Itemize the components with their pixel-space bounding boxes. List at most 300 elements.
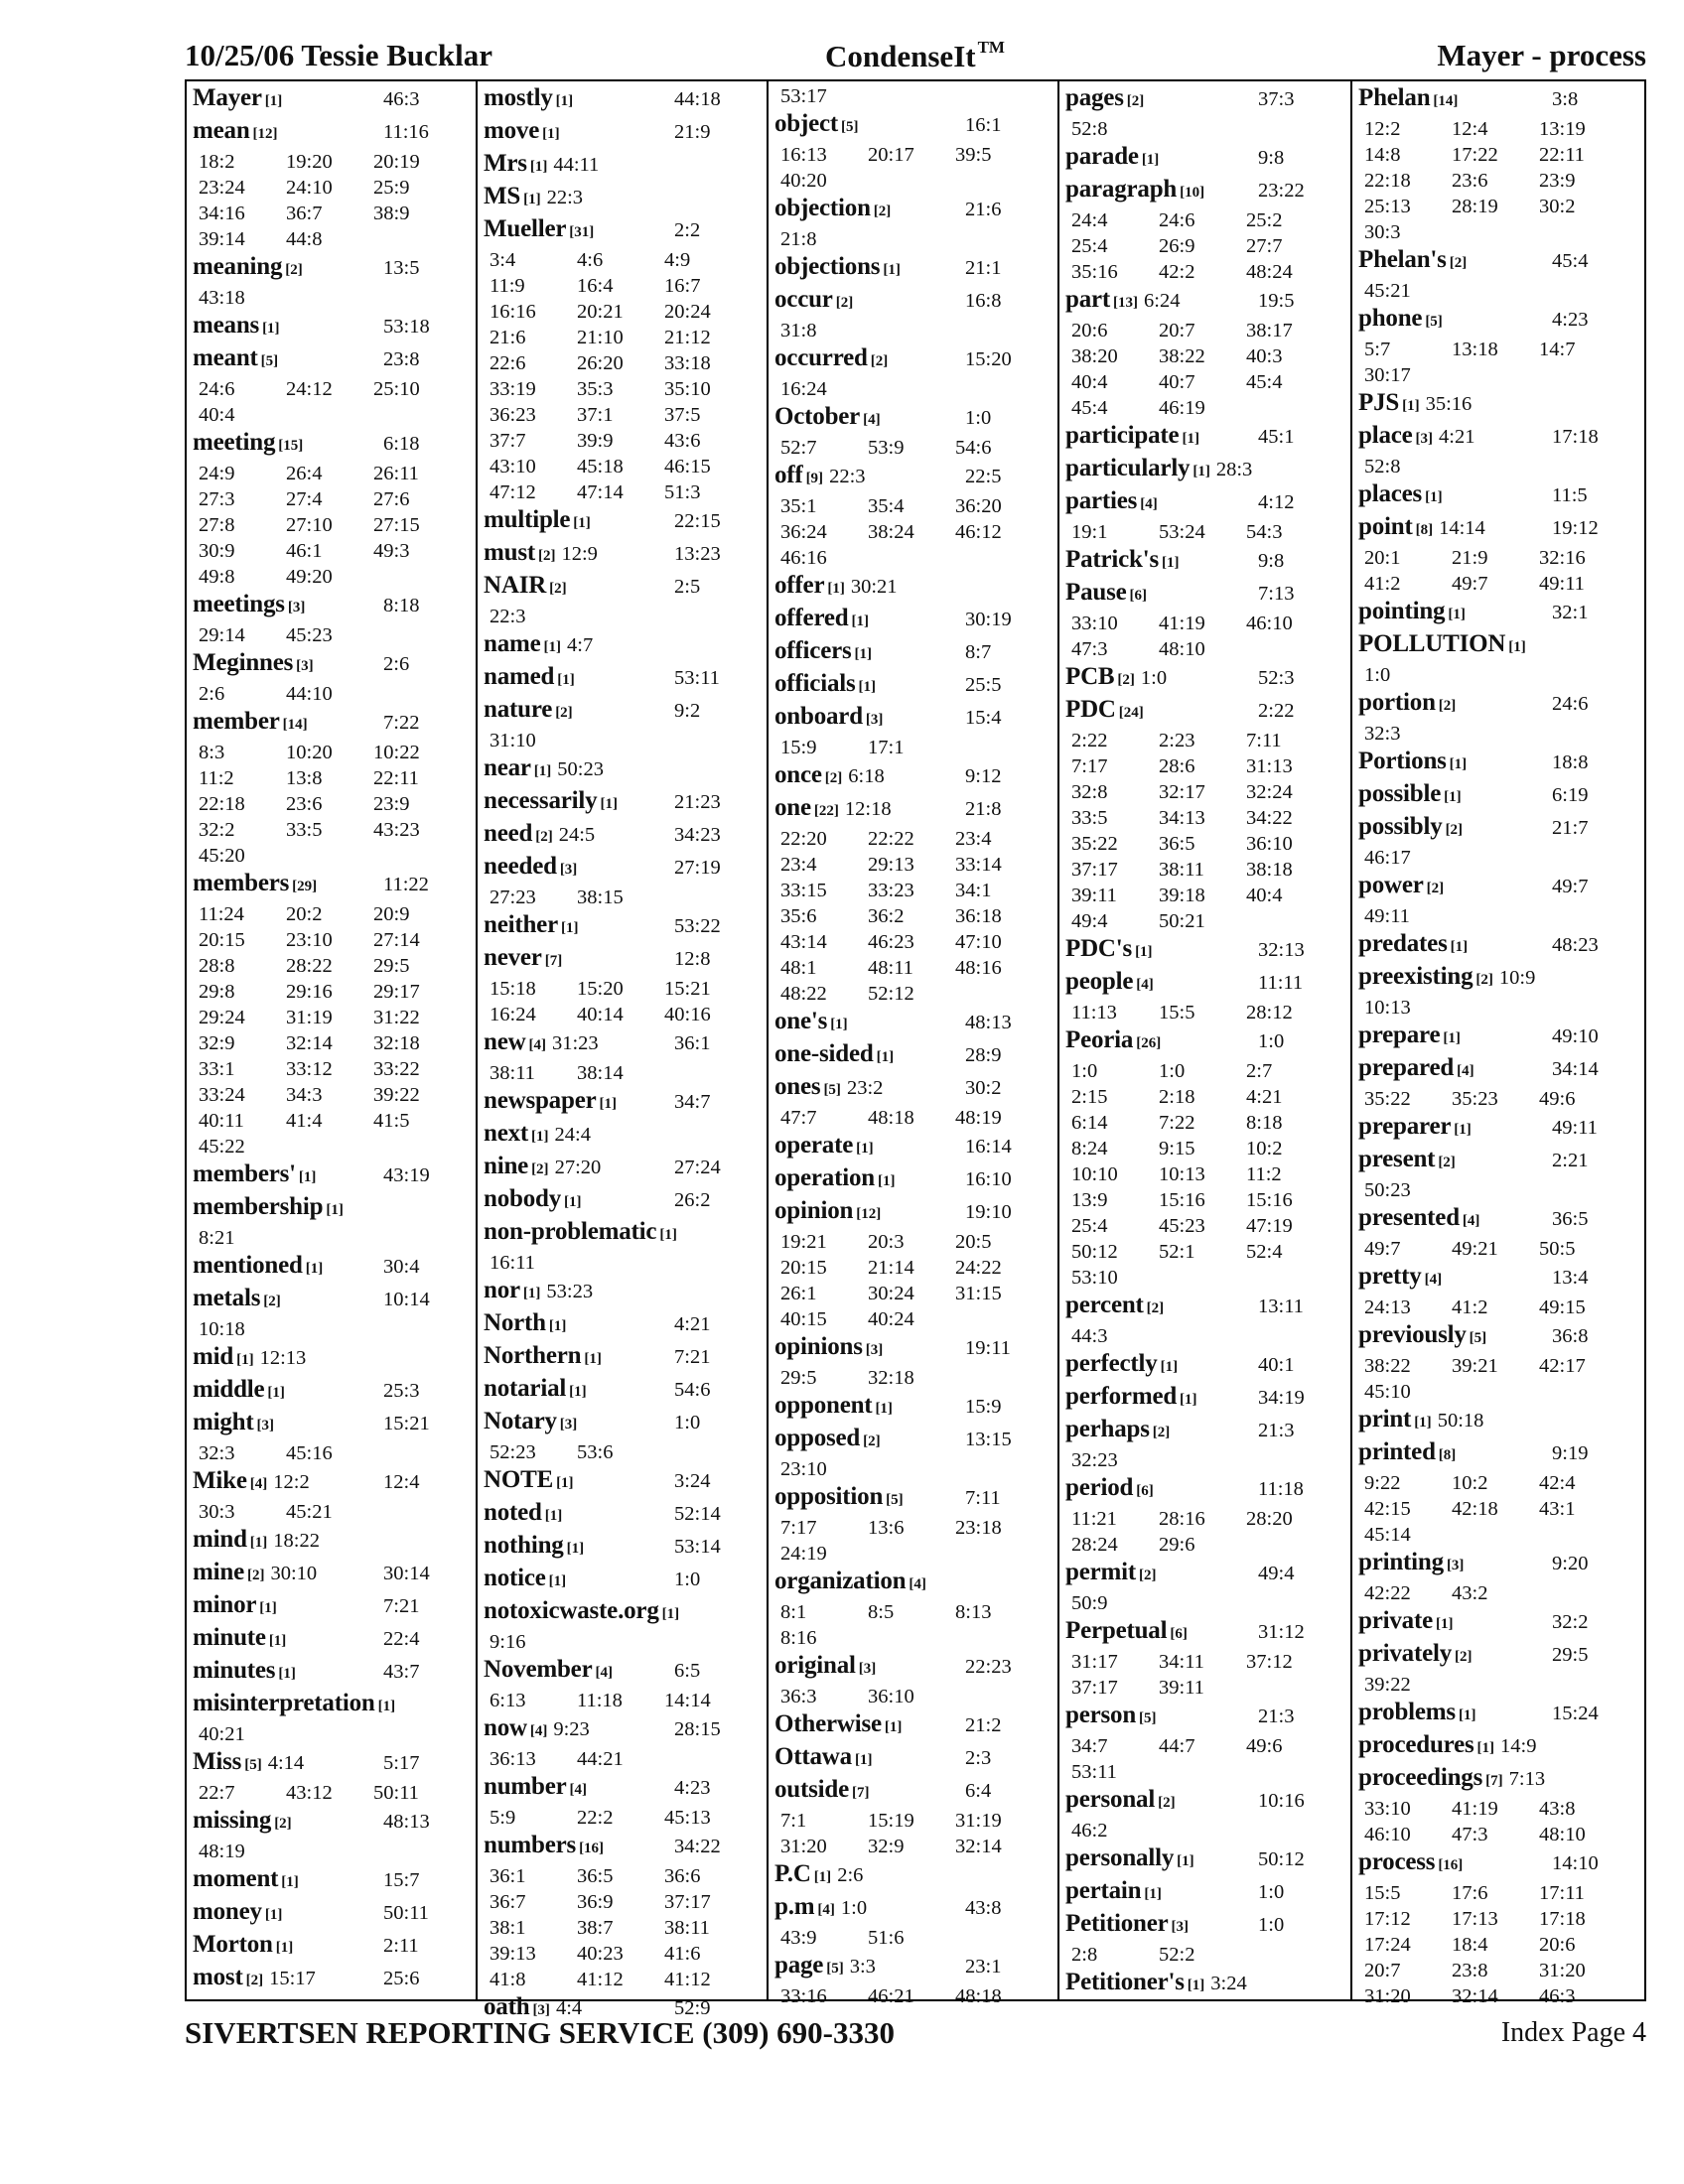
first-reference: 53:18: [383, 316, 430, 338]
page-line-reference: 48:11: [868, 957, 913, 979]
index-column: [476, 81, 767, 2020]
page-line-reference: 29:17: [373, 981, 420, 1003]
first-reference: 9:2: [674, 700, 701, 722]
page-line-reference: 33:19: [490, 378, 536, 400]
index-entry: [193, 428, 476, 590]
entry-heading: [774, 1072, 1057, 1105]
index-word: Ottawa: [774, 1743, 852, 1770]
index-entry: [193, 1864, 476, 1897]
reference-row: [1065, 908, 1350, 934]
index-word: privately: [1358, 1640, 1453, 1667]
entry-heading: [1358, 1763, 1644, 1796]
page-line-reference: 51:6: [868, 1927, 905, 1949]
index-word: PDC: [1065, 696, 1116, 723]
reference-row: [1065, 883, 1350, 908]
index-word: PCB: [1065, 663, 1115, 690]
page-line-reference: 38:17: [1246, 320, 1293, 341]
page-line-reference: 9:15: [1159, 1138, 1195, 1160]
index-entry: [1065, 1291, 1350, 1349]
index-entry: [1358, 1262, 1644, 1320]
page-line-reference: 20:9: [373, 903, 410, 925]
index-word: officials: [774, 670, 856, 697]
page-line-reference: 10:18: [199, 1318, 245, 1340]
page-line-reference: 8:5: [868, 1601, 895, 1623]
index-entry: [484, 786, 767, 819]
page-line-reference: 38:1: [490, 1917, 526, 1939]
page-line-reference: 32:8: [1071, 781, 1108, 803]
first-reference: 13:5: [383, 257, 420, 279]
occurrence-count: [1]: [556, 1475, 574, 1491]
first-reference: 5:17: [383, 1752, 420, 1774]
page-line-reference: 53:24: [1159, 521, 1205, 543]
entry-heading: [1065, 1558, 1350, 1590]
page-line-reference: 48:1: [780, 957, 817, 979]
index-word: possibly: [1358, 813, 1443, 840]
reference-row: [1358, 1353, 1644, 1379]
reference-row: [1065, 1187, 1350, 1213]
entry-heading: [484, 149, 767, 182]
entry-heading: [1065, 1616, 1350, 1649]
page-line-reference: 19:21: [780, 1231, 827, 1253]
entry-heading: [1065, 1968, 1350, 2000]
reference-row: [774, 826, 1057, 852]
index-word: pointing: [1358, 598, 1446, 624]
index-word: numbers: [484, 1832, 577, 1858]
index-entry: [1358, 747, 1644, 779]
entry-heading: [193, 252, 476, 285]
reference-row: [484, 728, 767, 753]
page-line-reference: 20:5: [955, 1231, 992, 1253]
first-reference: 45:4: [1552, 250, 1589, 272]
index-entry: [1358, 512, 1644, 597]
index-word: opposition: [774, 1483, 884, 1510]
occurrence-count: [1]: [523, 192, 541, 207]
index-word: mentioned: [193, 1252, 303, 1279]
inline-reference: 4:4: [555, 1997, 583, 2019]
index-word: possible: [1358, 780, 1442, 807]
page-line-reference: 52:1: [1159, 1241, 1195, 1263]
inline-reference: 31:23: [551, 1032, 599, 1054]
inline-reference: 28:3: [1215, 459, 1253, 480]
page-line-reference: 35:1: [780, 495, 817, 517]
occurrence-count: [1]: [1414, 1415, 1432, 1431]
entry-heading: [484, 1831, 767, 1863]
entry-heading: [484, 629, 767, 662]
occurrence-count: [2]: [1158, 1795, 1176, 1811]
first-reference: 22:23: [965, 1656, 1012, 1678]
inline-reference: 3:24: [1210, 1973, 1247, 1994]
reference-row: [1358, 1470, 1644, 1496]
reference-row: [774, 318, 1057, 343]
page-line-reference: 7:17: [1071, 755, 1108, 777]
first-reference: 15:24: [1552, 1703, 1599, 1724]
reference-row: [774, 519, 1057, 545]
page-line-reference: 14:7: [1539, 339, 1576, 360]
page-line-reference: 13:9: [1071, 1189, 1108, 1211]
reference-row: [193, 791, 476, 817]
page-line-reference: 28:24: [1071, 1534, 1118, 1556]
entry-heading: [1065, 83, 1350, 116]
entry-heading: [1358, 747, 1644, 779]
occurrence-count: [1]: [267, 1385, 285, 1401]
first-reference: 15:20: [965, 348, 1012, 370]
entry-heading: [193, 869, 476, 901]
reference-row: [774, 142, 1057, 168]
first-reference: 22:5: [965, 466, 1002, 487]
occurrence-count: [1]: [854, 646, 873, 662]
page-line-reference: 36:5: [577, 1865, 614, 1887]
page-line-reference: 32:3: [199, 1442, 235, 1464]
index-entry: [774, 1482, 1057, 1567]
entry-heading: [774, 194, 1057, 226]
entry-heading: [484, 819, 767, 852]
page-line-reference: 37:5: [664, 404, 701, 426]
first-reference: 19:11: [965, 1337, 1011, 1359]
page-line-reference: 34:7: [1071, 1735, 1108, 1757]
index-word: part: [1065, 286, 1111, 313]
occurrence-count: [2]: [274, 1816, 292, 1832]
reference-row: [1358, 1379, 1644, 1405]
entry-heading: [1065, 1473, 1350, 1506]
page-line-reference: 40:11: [199, 1110, 244, 1132]
occurrence-count: [13]: [1113, 295, 1139, 311]
index-entry: [1065, 1382, 1350, 1415]
index-word: Phelan: [1358, 84, 1431, 111]
first-reference: 7:21: [674, 1346, 711, 1368]
reference-row: [774, 1599, 1057, 1625]
reference-row: [193, 285, 476, 311]
occurrence-count: [16]: [579, 1841, 605, 1856]
entry-heading: [1358, 1847, 1644, 1880]
reference-row: [484, 885, 767, 910]
page-line-reference: 48:22: [780, 983, 827, 1005]
entry-heading: [484, 1341, 767, 1374]
first-reference: 7:11: [965, 1487, 1001, 1509]
occurrence-count: [9]: [805, 471, 824, 486]
page-line-reference: 29:16: [286, 981, 333, 1003]
inline-reference: 30:10: [270, 1563, 318, 1584]
first-reference: 17:18: [1552, 426, 1599, 448]
index-entry: [774, 1424, 1057, 1482]
page-line-reference: 36:2: [868, 905, 905, 927]
first-reference: 8:18: [383, 595, 420, 616]
reference-row: [1065, 728, 1350, 753]
occurrence-count: [1]: [557, 672, 575, 688]
index-word: problems: [1358, 1699, 1456, 1725]
reference-row: [484, 325, 767, 350]
page-line-reference: 49:4: [1071, 910, 1108, 932]
reference-row: [1065, 1084, 1350, 1110]
entry-heading: [774, 1424, 1057, 1456]
index-word: phone: [1358, 305, 1423, 332]
occurrence-count: [2]: [1438, 698, 1457, 714]
page-line-reference: 41:12: [664, 1969, 711, 1990]
occurrence-count: [5]: [1469, 1330, 1487, 1346]
index-entry: [484, 1498, 767, 1531]
page-line-reference: 45:20: [199, 845, 245, 867]
occurrence-count: [2]: [1449, 255, 1468, 271]
index-entry: [484, 852, 767, 910]
index-word: Phelan's: [1358, 246, 1447, 273]
entry-heading: [1358, 1145, 1644, 1177]
entry-heading: [484, 1407, 767, 1439]
first-reference: 25:3: [383, 1380, 420, 1402]
page-line-reference: 39:18: [1159, 885, 1205, 906]
page-line-reference: 43:2: [1452, 1582, 1488, 1604]
page-line-reference: 32:16: [1539, 547, 1586, 569]
reference-row: [193, 1005, 476, 1030]
inline-reference: 53:23: [546, 1281, 594, 1302]
occurrence-count: [5]: [826, 1961, 844, 1977]
page-line-reference: 41:2: [1452, 1297, 1488, 1318]
page-line-reference: 19:20: [286, 151, 333, 173]
page-line-reference: 24:13: [1364, 1297, 1411, 1318]
occurrence-count: [4]: [528, 1037, 546, 1053]
page-line-reference: 20:6: [1539, 1934, 1576, 1956]
occurrence-count: [2]: [1438, 1155, 1456, 1170]
occurrence-count: [1]: [1425, 489, 1443, 505]
page-line-reference: 24:10: [286, 177, 333, 199]
entry-heading: [774, 285, 1057, 318]
index-entry: [193, 1623, 476, 1656]
reference-row: [193, 1108, 476, 1134]
first-reference: 15:9: [965, 1396, 1002, 1418]
first-reference: 26:2: [674, 1189, 711, 1211]
first-reference: 23:1: [965, 1956, 1002, 1978]
entry-heading: [193, 1806, 476, 1839]
reference-row: [774, 1541, 1057, 1567]
page-line-reference: 20:7: [1364, 1960, 1401, 1981]
page-line-reference: 28:22: [286, 955, 333, 977]
reference-row: [1358, 1522, 1644, 1548]
page-line-reference: 44:3: [1071, 1325, 1108, 1347]
index-word: number: [484, 1773, 567, 1800]
page-line-reference: 49:11: [1364, 905, 1410, 927]
entry-heading: [1358, 479, 1644, 512]
page-line-reference: 28:16: [1159, 1508, 1205, 1530]
index-word: officers: [774, 637, 852, 664]
inline-reference: 10:9: [1498, 967, 1536, 989]
occurrence-count: [1]: [264, 93, 283, 109]
page-line-reference: 19:1: [1071, 521, 1108, 543]
page-line-reference: 49:11: [1539, 573, 1585, 595]
page-line-reference: 36:20: [955, 495, 1002, 517]
page-line-reference: 45:23: [286, 624, 333, 646]
page-line-reference: 10:13: [1364, 997, 1411, 1019]
inline-reference: 7:13: [1508, 1768, 1546, 1790]
entry-heading: [484, 83, 767, 116]
entry-heading: [774, 669, 1057, 702]
reference-row: [1065, 1506, 1350, 1532]
first-reference: 34:19: [1258, 1387, 1305, 1409]
index-entry: [484, 662, 767, 695]
page-line-reference: 14:14: [664, 1690, 711, 1711]
index-word: perhaps: [1065, 1416, 1150, 1442]
index-entry: [1065, 1415, 1350, 1473]
reference-row: [193, 740, 476, 765]
reference-row: [1065, 1110, 1350, 1136]
occurrence-count: [4]: [863, 412, 881, 428]
page-line-reference: 15:19: [868, 1810, 914, 1832]
reference-row: [193, 681, 476, 707]
first-reference: 32:1: [1552, 602, 1589, 623]
index-entry: [1065, 175, 1350, 285]
occurrence-count: [2]: [285, 262, 303, 278]
page-line-reference: 31:10: [490, 730, 536, 751]
reference-row: [1065, 805, 1350, 831]
page-line-reference: 32:17: [1159, 781, 1205, 803]
index-word: mean: [193, 117, 250, 144]
first-reference: 21:1: [965, 257, 1002, 279]
index-word: offered: [774, 605, 849, 631]
page-line-reference: 15:16: [1159, 1189, 1205, 1211]
first-reference: 34:23: [674, 824, 721, 846]
index-word: Northern: [484, 1342, 582, 1369]
entry-heading: [1065, 1025, 1350, 1058]
reference-row: [1065, 1000, 1350, 1025]
first-reference: 45:1: [1258, 426, 1295, 448]
reference-row: [193, 622, 476, 648]
index-entry: [1358, 688, 1644, 747]
index-word: notarial: [484, 1375, 567, 1402]
page-line-reference: 23:10: [780, 1458, 827, 1480]
first-reference: 28:15: [674, 1718, 721, 1740]
page-line-reference: 45:4: [1071, 397, 1108, 419]
page-line-reference: 2:6: [199, 683, 225, 705]
entry-heading: [774, 1332, 1057, 1365]
occurrence-count: [1]: [268, 1633, 287, 1649]
index-word: membership: [193, 1193, 324, 1220]
page-line-reference: 46:1: [286, 540, 323, 562]
entry-heading: [193, 1284, 476, 1316]
first-reference: 2:21: [1552, 1150, 1589, 1171]
entry-heading: [1358, 1203, 1644, 1236]
reference-row: [193, 1134, 476, 1160]
index-entry: [1358, 812, 1644, 871]
index-word: meant: [193, 344, 258, 371]
first-reference: 36:8: [1552, 1325, 1589, 1347]
reference-row: [774, 168, 1057, 194]
entry-heading: [484, 1184, 767, 1217]
reference-row: [193, 979, 476, 1005]
first-reference: 43:19: [383, 1164, 430, 1186]
page-line-reference: 8:13: [955, 1601, 992, 1623]
index-word: offer: [774, 572, 825, 599]
index-word: participate: [1065, 422, 1180, 449]
page-line-reference: 34:3: [286, 1084, 323, 1106]
first-reference: 50:12: [1258, 1848, 1305, 1870]
first-reference: 49:11: [1552, 1117, 1598, 1139]
entry-heading: [1065, 1415, 1350, 1447]
first-reference: 11:5: [1552, 484, 1588, 506]
index-word: must: [484, 539, 535, 566]
reference-row: [1065, 611, 1350, 636]
reference-row: [774, 545, 1057, 571]
entry-heading: [1065, 486, 1350, 519]
entry-heading: [774, 1859, 1057, 1892]
reference-row: [774, 1625, 1057, 1651]
page-line-reference: 48:16: [955, 957, 1002, 979]
occurrence-count: [1]: [1135, 944, 1153, 960]
reference-row: [1065, 259, 1350, 285]
index-word: middle: [193, 1376, 265, 1403]
index-entry: [484, 1276, 767, 1308]
reference-row: [1065, 395, 1350, 421]
page-line-reference: 49:6: [1539, 1088, 1576, 1110]
page-line-reference: 27:4: [286, 488, 323, 510]
occurrence-count: [4]: [1457, 1063, 1474, 1079]
entry-heading: [193, 1963, 476, 1995]
index-word: once: [774, 761, 822, 788]
occurrence-count: [1]: [858, 679, 877, 695]
entry-heading: [193, 83, 476, 116]
page-line-reference: 35:10: [664, 378, 711, 400]
index-entry: [484, 1713, 767, 1772]
index-word: opinion: [774, 1197, 854, 1224]
index-entry: [1065, 1473, 1350, 1558]
page-line-reference: 8:18: [1246, 1112, 1283, 1134]
first-reference: 1:0: [1258, 1914, 1285, 1936]
reference-row: [1065, 1759, 1350, 1785]
page-line-reference: 35:22: [1071, 833, 1118, 855]
index-word: operate: [774, 1132, 854, 1159]
reference-row: [193, 1030, 476, 1056]
first-reference: 3:24: [674, 1470, 711, 1492]
first-reference: 49:4: [1258, 1563, 1295, 1584]
page-line-reference: 24:22: [955, 1257, 1002, 1279]
occurrence-count: [1]: [1187, 1978, 1205, 1993]
occurrence-count: [4]: [909, 1576, 926, 1592]
occurrence-count: [14]: [1433, 93, 1459, 109]
index-word: nothing: [484, 1532, 564, 1559]
index-word: nobody: [484, 1185, 562, 1212]
page-line-reference: 36:7: [286, 203, 323, 224]
index-word: people: [1065, 968, 1134, 995]
page-line-reference: 36:3: [780, 1686, 817, 1707]
occurrence-count: [8]: [1415, 522, 1434, 538]
page-line-reference: 45:14: [1364, 1524, 1411, 1546]
entry-heading: [484, 786, 767, 819]
page-line-reference: 46:15: [664, 456, 711, 478]
page-line-reference: 40:4: [199, 404, 235, 426]
first-reference: 9:8: [1258, 550, 1285, 572]
first-reference: 15:21: [383, 1413, 430, 1434]
first-reference: 1:0: [965, 407, 992, 429]
entry-heading: [1065, 421, 1350, 454]
index-entry: [774, 402, 1057, 461]
index-entry: [1065, 967, 1350, 1025]
occurrence-count: [4]: [1136, 977, 1154, 993]
inline-reference: 6:24: [1144, 290, 1181, 312]
occurrence-count: [1]: [259, 1600, 277, 1616]
first-reference: 21:9: [674, 121, 711, 143]
index-entry: [484, 182, 767, 214]
first-reference: 29:5: [1552, 1644, 1589, 1666]
page-line-reference: 50:9: [1071, 1592, 1108, 1614]
entry-heading: [484, 943, 767, 976]
index-entry: [484, 1374, 767, 1407]
reference-row: [193, 1316, 476, 1342]
index-entry: [1358, 1763, 1644, 1847]
first-reference: 4:21: [674, 1313, 711, 1335]
occurrence-count: [1]: [883, 262, 901, 278]
page-line-reference: 21:8: [780, 228, 817, 250]
reference-row: [484, 428, 767, 454]
index-entry: [774, 194, 1057, 252]
first-reference: 21:23: [674, 791, 721, 813]
first-reference: 6:4: [965, 1780, 992, 1802]
entry-heading: [1065, 545, 1350, 578]
